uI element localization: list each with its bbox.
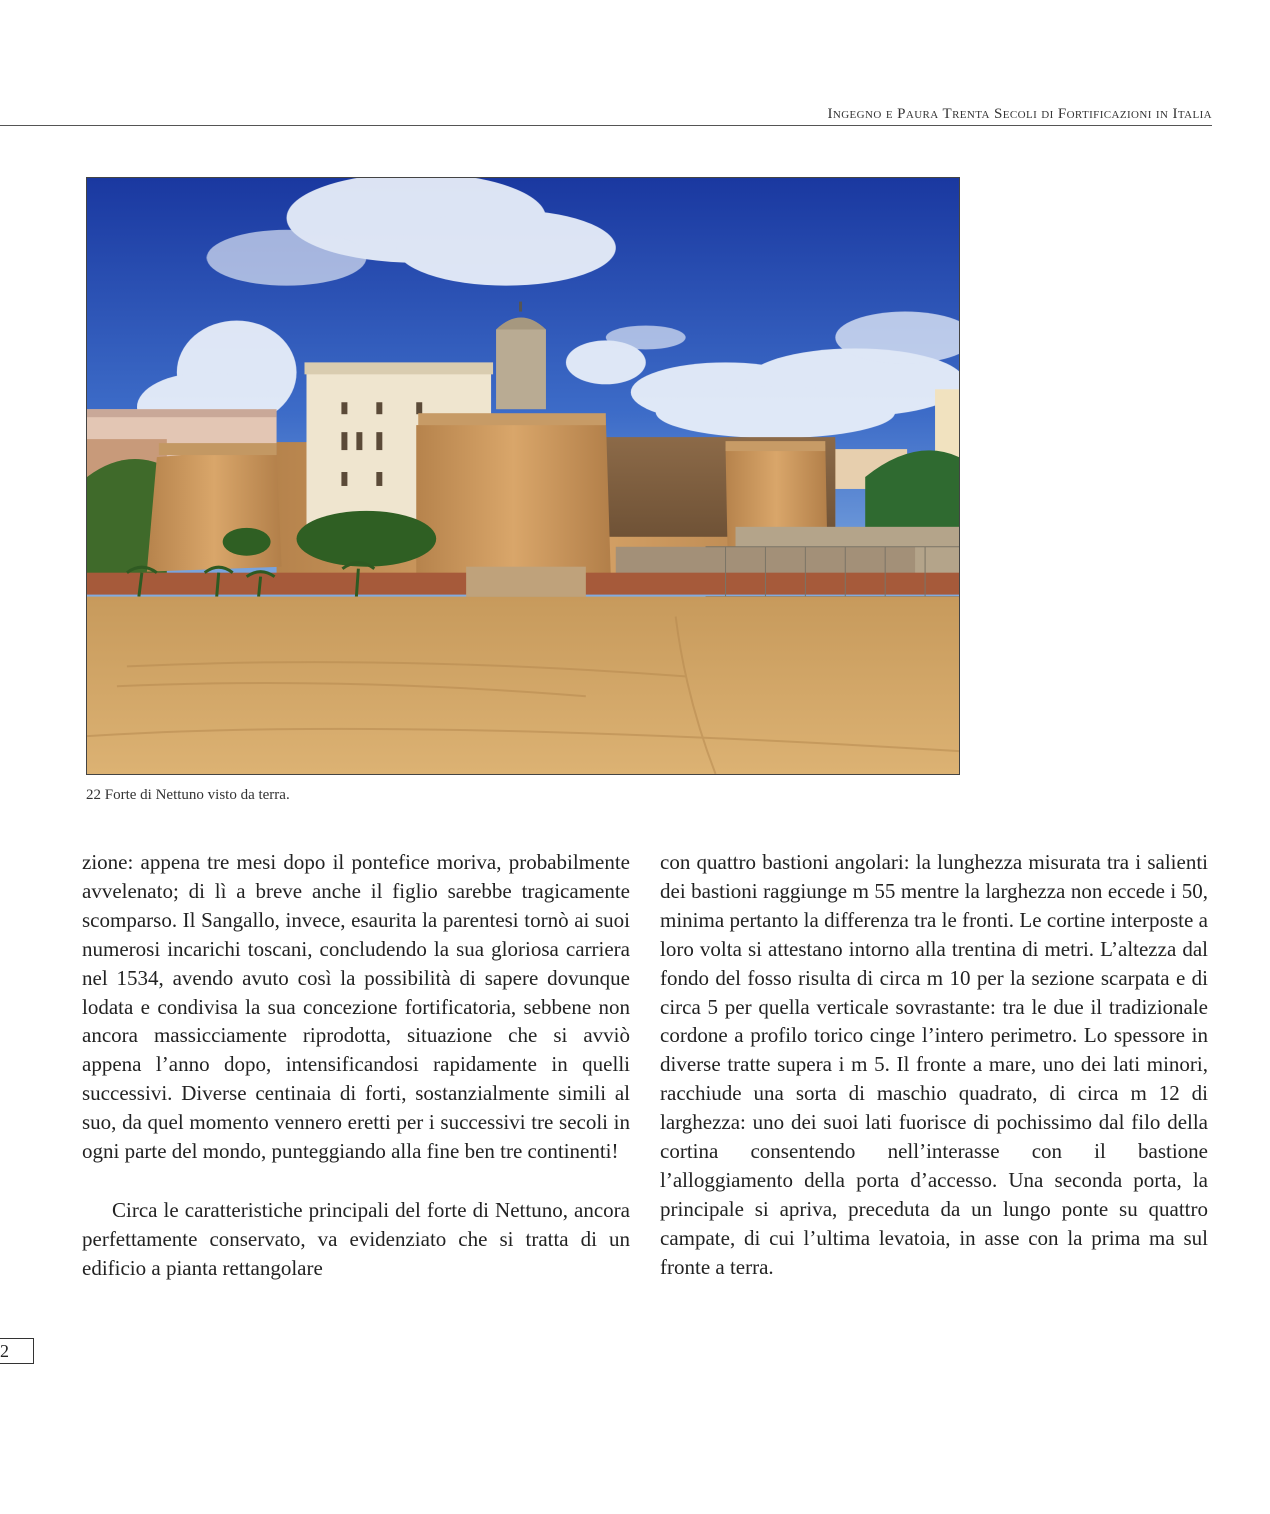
- text-column-right: [660, 848, 1208, 1282]
- bastion-left: [147, 447, 282, 572]
- page-number: 2: [0, 1338, 34, 1364]
- text-column-left: [82, 848, 630, 1283]
- watch-tower: [496, 329, 546, 409]
- bastion-center: [416, 417, 611, 581]
- figure-caption: 22 Forte di Nettuno visto da terra.: [86, 787, 290, 803]
- sand-beach: [87, 597, 959, 774]
- body-paragraph: Circa le caratteristiche principali del forte di Nettuno, ancora perfettamente conservato, va evidenziato che si tratta di un edificio a pianta rettangolare: [82, 1197, 630, 1280]
- body-paragraph: zione: appena tre mesi dopo il pontefice moriva, probabilmente avvelenato; di lì a breve anche il figlio sarebbe tragicamente scomparso. Il Sangallo, invece, esaurita la parentesi tornò ai suoi numerosi incarichi toscani, concludendo la sua gloriosa carriera nel 1534, avendo avuto così la possibilità di sapere dovunque lodata e condivisa la sua concezione fortificatoria, sebbene non ancora massicciamente riprodotta, situazione che si avviò appena l’anno dopo, intensificandosi rapidamente in quelli successivi. Diverse centinaia di forti, sostanzialmente simili al suo, da quel momento vennero eretti per i successivi tre secoli in ogni parte del mondo, punteggiando alla fine ben tre continenti!: [82, 850, 630, 1164]
- photo-illustration: [87, 178, 959, 774]
- header-rule: [0, 125, 1212, 126]
- photo-forte-di-nettuno: [86, 177, 960, 775]
- body-paragraph: con quattro bastioni angolari: la lunghezza misurata tra i salienti dei bastioni raggiunge m 55 mentre la larghezza non eccede i 50, minima pertanto la differenza tra le fronti. Le cortine interposte a loro volta si attestano intorno alla trentina di metri. L’altezza dal fondo del fosso risulta di circa m 10 per la sezione scarpata e di circa 5 per quella verticale sovrastante: tra le due il tradizionale cordone a profilo torico cinge l’intero perimetro. Lo spessore in diverse tratte supera i m 5. Il fronte a mare, uno dei lati minori, racchiude una sorta di maschio quadrato, di circa m 12 di larghezza: uno dei suoi lati fuorisce di pochissimo dal filo della cortina consentendo nell’interasse con il bastione l’alloggiamento della porta d’accesso. Una seconda porta, la principale si apriva, preceduta da un lungo ponte su quattro campate, di cui l’ultima levatoia, in asse con la prima ma sul fronte a terra.: [660, 850, 1208, 1279]
- running-head: Ingegno e Paura Trenta Secoli di Fortificazioni in Italia: [827, 106, 1212, 122]
